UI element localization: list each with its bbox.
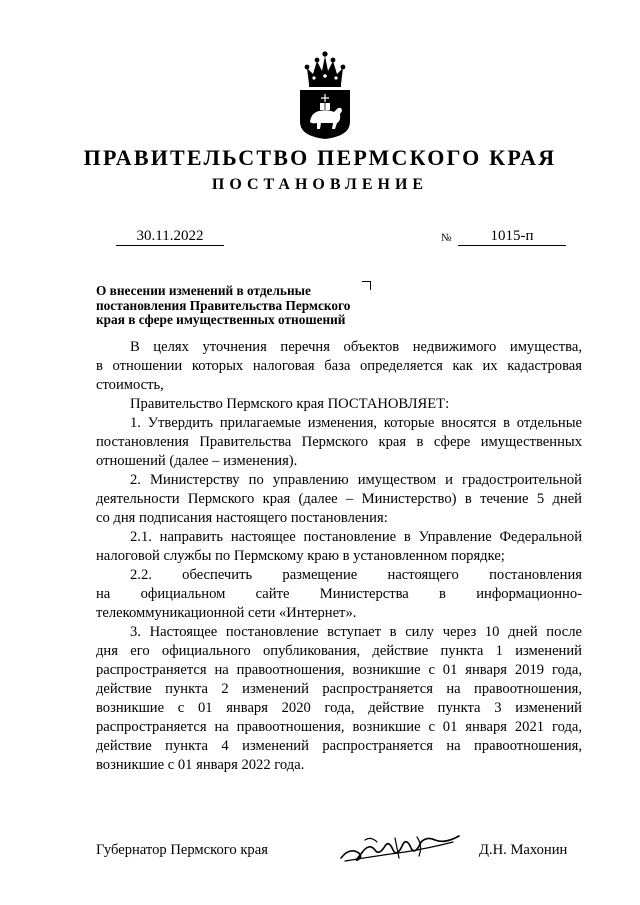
paragraph-line: в отношении которых налоговая база определяется как их кадастровая [96, 358, 582, 374]
paragraph-line: со дня подписания настоящего постановления: [96, 510, 388, 526]
subject-line: О внесении изменений в отдельные [96, 283, 311, 298]
paragraph-line: стоимость, [96, 377, 164, 393]
paragraph-line: 3. Настоящее постановление вступает в силу через 10 дней после [130, 624, 582, 640]
subject-line: края в сфере имущественных отношений [96, 312, 346, 327]
signatory-position: Губернатор Пермского края [96, 842, 268, 858]
paragraph-line: распространяется на правоотношения, возникшие с 01 января 2021 года, [96, 719, 582, 735]
paragraph-line: налоговой службы по Пермскому краю в установленном порядке; [96, 548, 505, 564]
paragraph-resolves [96, 395, 582, 414]
paragraph-item-3 [96, 623, 582, 775]
paragraph-line: 2.2. обеспечить размещение настоящего постановления [130, 567, 582, 583]
paragraph-line: действие пункта 2 изменений распространяется на правоотношения, [96, 681, 582, 697]
paragraph-item-2-1 [96, 528, 582, 566]
paragraph-line: отношений (далее – изменения). [96, 453, 298, 469]
org-title: ПРАВИТЕЛЬСТВО ПЕРМСКОГО КРАЯ [83, 145, 557, 170]
paragraph-item-1 [96, 414, 582, 471]
paragraph-line: 1. Утвердить прилагаемые изменения, которые вносятся в отдельные [130, 415, 582, 431]
document-date: 30.11.2022 [116, 227, 224, 246]
paragraph-line: постановления Правительства Пермского края в сфере имущественных [96, 434, 582, 450]
signatory-name: Д.Н. Махонин [479, 842, 568, 858]
number-label: № [441, 232, 452, 244]
subject-line: постановления Правительства Пермского [96, 297, 351, 313]
paragraph-line: 2.1. направить настоящее постановление в Управление Федеральной [130, 529, 582, 545]
document-number: 1015-п [458, 227, 566, 246]
coat-of-arms-icon [296, 50, 354, 140]
paragraph-item-2 [96, 471, 582, 528]
paragraph-intro [96, 338, 582, 395]
paragraph-line: распространяется на правоотношения, возникшие с 01 января 2019 года, [96, 662, 582, 678]
handwritten-signature [335, 828, 465, 868]
paragraph-line: дня его официального опубликования, действие пункта 1 изменений [96, 643, 582, 659]
paragraph-line: возникшие с 01 января 2022 года. [96, 757, 305, 773]
paragraph-line: телекоммуникационной сети «Интернет». [96, 605, 357, 621]
paragraph-line: деятельности Пермского края (далее – Министерство) в течение 5 дней [96, 491, 582, 507]
document-type: ПОСТАНОВЛЕНИЕ [211, 176, 429, 193]
paragraph-line: действие пункта 4 изменений распространяется на правоотношения, [96, 738, 582, 754]
paragraph-line: на официальном сайте Министерства в информационно- [96, 586, 582, 602]
paragraph-item-2-2 [96, 566, 582, 623]
paragraph-line: Правительство Пермского края ПОСТАНОВЛЯЕТ: [130, 396, 450, 412]
paragraph-line: возникшие с 01 января 2020 года, действие пункта 3 изменений [96, 700, 582, 716]
paragraph-line: 2. Министерству по управлению имуществом и градостроительной [130, 472, 582, 488]
paragraph-line: В целях уточнения перечня объектов недвижимого имущества, [130, 339, 582, 355]
document-subject [96, 284, 396, 328]
